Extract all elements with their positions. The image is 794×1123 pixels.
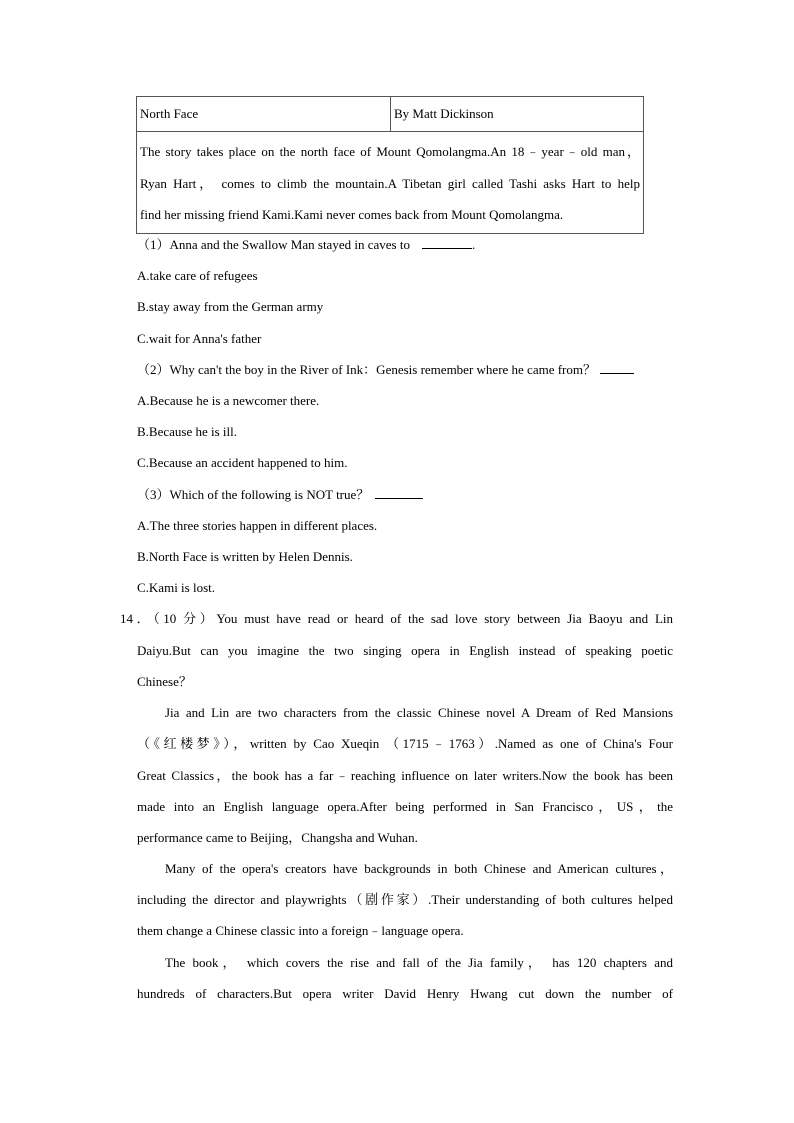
paragraph-1-line: made into an English language opera.After being performed in San Francisco，US，the <box>137 799 673 814</box>
question-3 <box>137 486 423 504</box>
q3-option-c: C.Kami is lost. <box>137 580 216 595</box>
q1-option-c: C.wait for Anna's father <box>137 331 262 346</box>
question-1-end: . <box>471 237 476 252</box>
paragraph-2-line: Many of the opera's creators have backgrounds in both Chinese and American cultures， <box>165 861 673 876</box>
description-line: find her missing friend Kami.Kami never comes back from Mount Qomolangma. <box>140 207 564 222</box>
q3-option-a: A.The three stories happen in different places. <box>137 518 378 533</box>
book-author-cell: By Matt Dickinson <box>391 97 644 132</box>
book-description-cell <box>137 132 644 234</box>
paragraph-1-line: Great Classics，the book has a far﹣reaching influence on later writers.Now the book has been <box>137 768 673 783</box>
answer-blank-3 <box>375 486 423 499</box>
question-1 <box>137 236 475 254</box>
answer-blank-1 <box>422 236 472 249</box>
table-header-row <box>137 97 644 132</box>
paragraph-2-line: them change a Chinese classic into a foreign﹣language opera. <box>137 923 464 938</box>
answer-blank-2 <box>600 361 634 374</box>
passage-intro-line: Chinese？ <box>137 674 192 689</box>
description-line: The story takes place on the north face of Mount Qomolangma.An 18﹣year﹣old man， <box>140 144 640 159</box>
book-title-cell: North Face <box>137 97 391 132</box>
paragraph-2-line: including the director and playwrights（剧作家）.Their understanding of both cultures helped <box>137 892 673 907</box>
passage-intro-line: 14．（10 分）You must have read or heard of the sad love story between Jia Baoyu and Lin <box>120 611 673 626</box>
passage-intro-line: Daiyu.But can you imagine the two singing opera in English instead of speaking poetic <box>137 643 673 658</box>
q1-option-a: A.take care of refugees <box>137 268 258 283</box>
q1-option-b: B.stay away from the German army <box>137 299 324 314</box>
book-info-table <box>136 96 644 234</box>
paragraph-3-line: The book， which covers the rise and fall of the Jia family， has 120 chapters and <box>165 955 673 970</box>
q2-option-c: C.Because an accident happened to him. <box>137 455 348 470</box>
description-line: Ryan Hart， comes to climb the mountain.A Tibetan girl called Tashi asks Hart to help <box>140 175 640 191</box>
q3-option-b: B.North Face is written by Helen Dennis. <box>137 549 353 564</box>
q2-option-a: A.Because he is a newcomer there. <box>137 393 320 408</box>
paragraph-1-line: performance came to Beijing，Changsha and Wuhan. <box>137 830 418 845</box>
question-3-stem: （3）Which of the following is NOT true？ <box>137 487 370 502</box>
question-1-stem: （1）Anna and the Swallow Man stayed in caves to <box>137 237 410 252</box>
table-description-row <box>137 132 644 234</box>
question-2 <box>137 361 634 379</box>
paragraph-1-line: （《红楼梦》），written by Cao Xueqin （1715﹣1763）.Named as one of China's Four <box>137 736 673 751</box>
paragraph-1-line: Jia and Lin are two characters from the classic Chinese novel A Dream of Red Mansions <box>165 705 673 720</box>
q2-option-b: B.Because he is ill. <box>137 424 238 439</box>
question-2-stem: （2）Why can't the boy in the River of Ink：Genesis remember where he came from？ <box>137 362 596 377</box>
paragraph-3-line: hundreds of characters.But opera writer David Henry Hwang cut down the number of <box>137 986 673 1001</box>
